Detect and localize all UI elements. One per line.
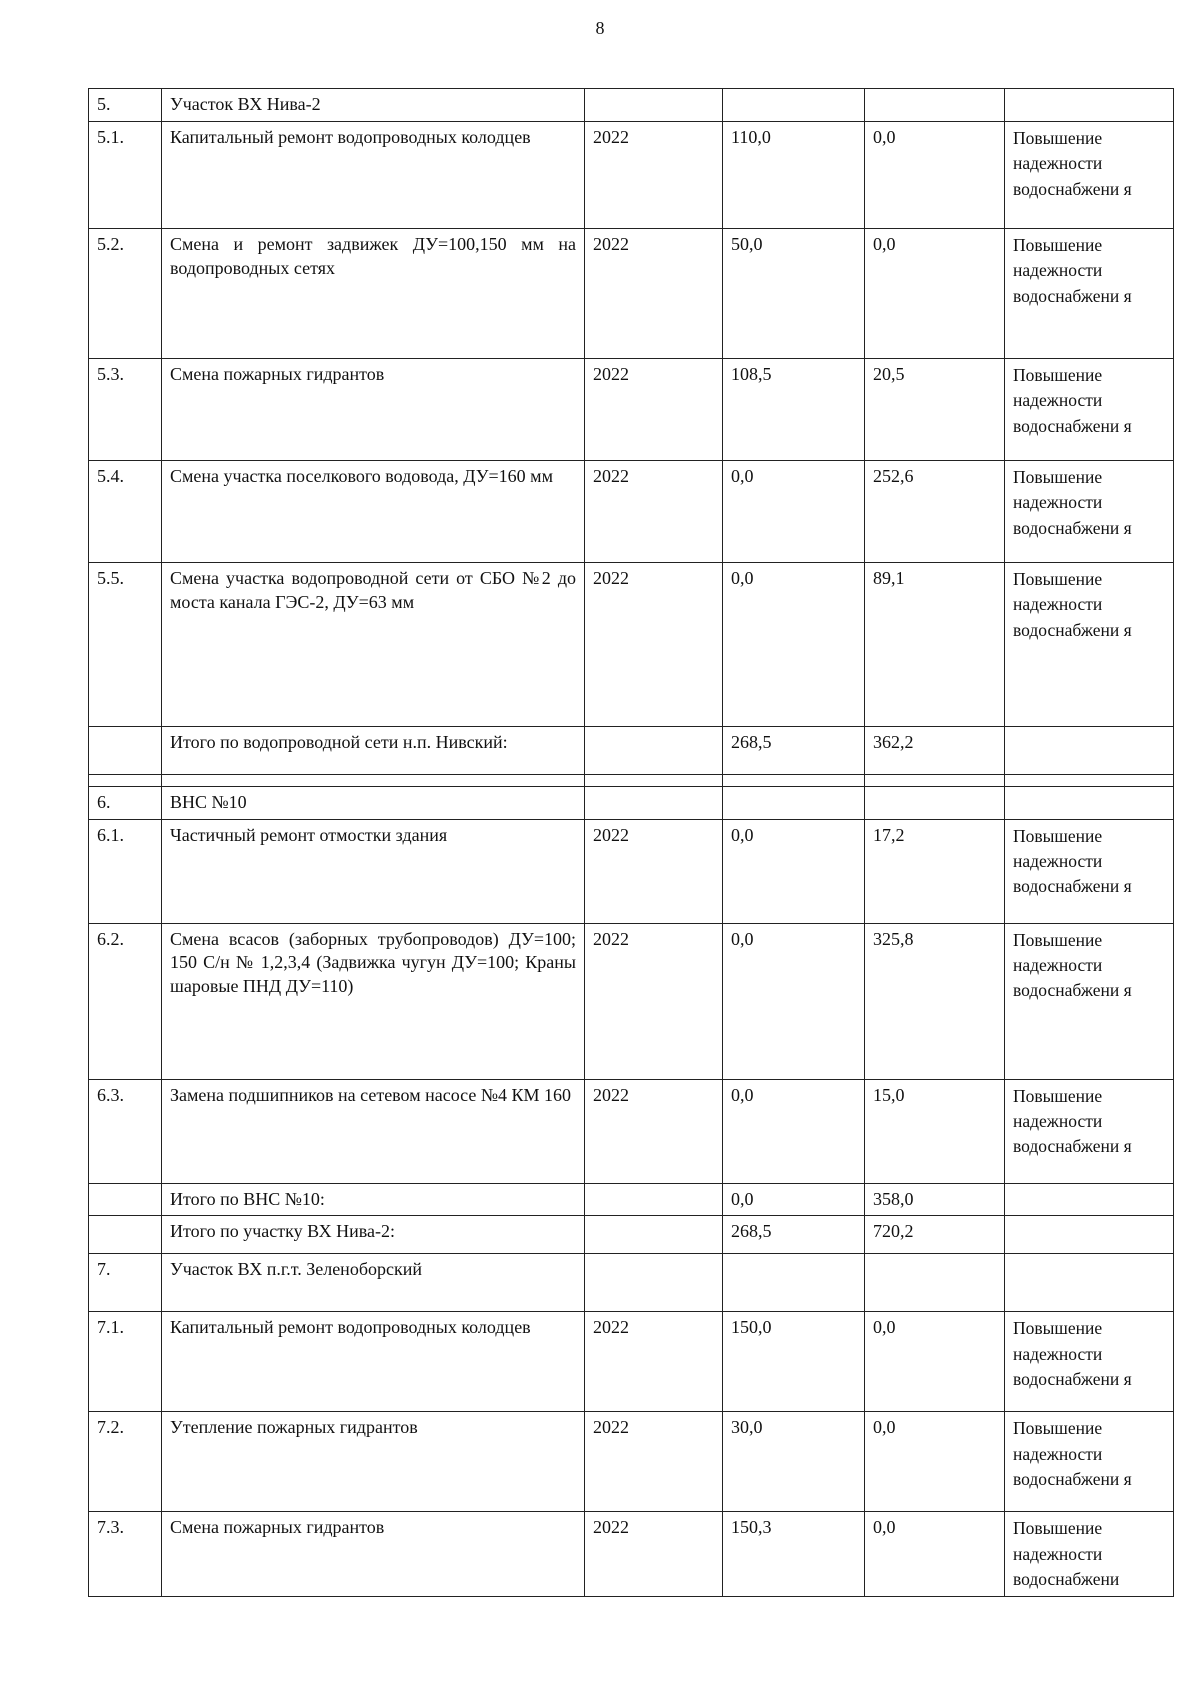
amount-2-cell: 720,2 bbox=[865, 1216, 1005, 1254]
year-cell bbox=[585, 1216, 723, 1254]
amount-1-cell: 150,3 bbox=[723, 1512, 865, 1597]
work-name-cell: ВНС №10 bbox=[162, 786, 585, 819]
work-name-cell: Смена пожарных гидрантов bbox=[162, 358, 585, 460]
row-number-cell: 5.2. bbox=[89, 228, 162, 358]
note-cell: Повышение надежности водоснабжени я bbox=[1005, 358, 1174, 460]
note-cell: Повышение надежности водоснабжени bbox=[1005, 1512, 1174, 1597]
year-cell: 2022 bbox=[585, 460, 723, 562]
year-cell: 2022 bbox=[585, 1079, 723, 1183]
table-row bbox=[89, 1254, 1174, 1312]
row-number-cell: 6.2. bbox=[89, 923, 162, 1079]
table-row bbox=[89, 562, 1174, 726]
amount-1-cell: 0,0 bbox=[723, 923, 865, 1079]
note-cell: Повышение надежности водоснабжени я bbox=[1005, 562, 1174, 726]
work-name-cell: Смена участка поселкового водовода, ДУ=160 мм bbox=[162, 460, 585, 562]
year-cell: 2022 bbox=[585, 228, 723, 358]
row-number-cell: 5. bbox=[89, 89, 162, 122]
row-number-cell: 6.3. bbox=[89, 1079, 162, 1183]
table-row bbox=[89, 786, 1174, 819]
work-name-cell: Итого по участку ВХ Нива-2: bbox=[162, 1216, 585, 1254]
note-cell bbox=[1005, 774, 1174, 786]
row-number-cell: 7.2. bbox=[89, 1412, 162, 1512]
note-cell bbox=[1005, 89, 1174, 122]
year-cell bbox=[585, 726, 723, 774]
work-name-cell: Замена подшипников на сетевом насосе №4 КМ 160 bbox=[162, 1079, 585, 1183]
row-number-cell: 5.1. bbox=[89, 121, 162, 228]
table-row bbox=[89, 121, 1174, 228]
year-cell bbox=[585, 786, 723, 819]
row-number-cell: 6.1. bbox=[89, 819, 162, 923]
amount-2-cell: 358,0 bbox=[865, 1183, 1005, 1216]
work-name-cell: Итого по водопроводной сети н.п. Нивский: bbox=[162, 726, 585, 774]
amount-1-cell bbox=[723, 786, 865, 819]
amount-1-cell: 50,0 bbox=[723, 228, 865, 358]
amount-1-cell: 0,0 bbox=[723, 1079, 865, 1183]
amount-1-cell: 0,0 bbox=[723, 1183, 865, 1216]
table-row bbox=[89, 923, 1174, 1079]
amount-1-cell: 0,0 bbox=[723, 819, 865, 923]
year-cell: 2022 bbox=[585, 121, 723, 228]
year-cell bbox=[585, 1183, 723, 1216]
table-row bbox=[89, 1183, 1174, 1216]
amount-2-cell: 0,0 bbox=[865, 1512, 1005, 1597]
amount-2-cell bbox=[865, 89, 1005, 122]
row-number-cell: 7.3. bbox=[89, 1512, 162, 1597]
year-cell: 2022 bbox=[585, 562, 723, 726]
year-cell bbox=[585, 1254, 723, 1312]
amount-1-cell bbox=[723, 1254, 865, 1312]
note-cell bbox=[1005, 1254, 1174, 1312]
amount-1-cell: 108,5 bbox=[723, 358, 865, 460]
row-number-cell: 5.4. bbox=[89, 460, 162, 562]
year-cell: 2022 bbox=[585, 923, 723, 1079]
row-number-cell: 5.5. bbox=[89, 562, 162, 726]
work-name-cell: Смена участка водопроводной сети от СБО №2 до моста канала ГЭС-2, ДУ=63 мм bbox=[162, 562, 585, 726]
year-cell bbox=[585, 774, 723, 786]
row-number-cell: 7.1. bbox=[89, 1312, 162, 1412]
row-number-cell: 6. bbox=[89, 786, 162, 819]
amount-2-cell: 17,2 bbox=[865, 819, 1005, 923]
table-row bbox=[89, 1216, 1174, 1254]
year-cell bbox=[585, 89, 723, 122]
row-number-cell bbox=[89, 774, 162, 786]
amount-1-cell bbox=[723, 89, 865, 122]
table-row bbox=[89, 1312, 1174, 1412]
note-cell bbox=[1005, 726, 1174, 774]
table-row bbox=[89, 358, 1174, 460]
work-name-cell: Смена и ремонт задвижек ДУ=100,150 мм на водопроводных сетях bbox=[162, 228, 585, 358]
note-cell: Повышение надежности водоснабжени я bbox=[1005, 819, 1174, 923]
amount-1-cell bbox=[723, 774, 865, 786]
table-row bbox=[89, 89, 1174, 122]
year-cell: 2022 bbox=[585, 358, 723, 460]
row-number-cell bbox=[89, 1183, 162, 1216]
amount-2-cell: 0,0 bbox=[865, 121, 1005, 228]
note-cell bbox=[1005, 1183, 1174, 1216]
note-cell: Повышение надежности водоснабжени я bbox=[1005, 1312, 1174, 1412]
program-table bbox=[88, 88, 1174, 1597]
amount-2-cell bbox=[865, 1254, 1005, 1312]
work-name-cell: Утепление пожарных гидрантов bbox=[162, 1412, 585, 1512]
note-cell bbox=[1005, 786, 1174, 819]
amount-1-cell: 110,0 bbox=[723, 121, 865, 228]
amount-2-cell: 362,2 bbox=[865, 726, 1005, 774]
amount-2-cell: 325,8 bbox=[865, 923, 1005, 1079]
table-row bbox=[89, 1512, 1174, 1597]
amount-2-cell: 15,0 bbox=[865, 1079, 1005, 1183]
row-number-cell: 5.3. bbox=[89, 358, 162, 460]
page-number: 8 bbox=[595, 18, 605, 38]
amount-1-cell: 268,5 bbox=[723, 726, 865, 774]
amount-1-cell: 30,0 bbox=[723, 1412, 865, 1512]
amount-2-cell bbox=[865, 774, 1005, 786]
row-number-cell: 7. bbox=[89, 1254, 162, 1312]
amount-2-cell: 0,0 bbox=[865, 1412, 1005, 1512]
amount-2-cell: 20,5 bbox=[865, 358, 1005, 460]
amount-1-cell: 0,0 bbox=[723, 562, 865, 726]
work-name-cell: Итого по ВНС №10: bbox=[162, 1183, 585, 1216]
work-name-cell: Капитальный ремонт водопроводных колодцев bbox=[162, 1312, 585, 1412]
work-name-cell: Участок ВХ п.г.т. Зеленоборский bbox=[162, 1254, 585, 1312]
table-row bbox=[89, 726, 1174, 774]
row-number-cell bbox=[89, 1216, 162, 1254]
work-name-cell: Смена пожарных гидрантов bbox=[162, 1512, 585, 1597]
amount-2-cell bbox=[865, 786, 1005, 819]
row-number-cell bbox=[89, 726, 162, 774]
work-name-cell: Капитальный ремонт водопроводных колодцев bbox=[162, 121, 585, 228]
note-cell: Повышение надежности водоснабжени я bbox=[1005, 1079, 1174, 1183]
amount-2-cell: 0,0 bbox=[865, 228, 1005, 358]
amount-2-cell: 0,0 bbox=[865, 1312, 1005, 1412]
table-row bbox=[89, 1412, 1174, 1512]
note-cell: Повышение надежности водоснабжени я bbox=[1005, 923, 1174, 1079]
amount-1-cell: 0,0 bbox=[723, 460, 865, 562]
note-cell: Повышение надежности водоснабжени я bbox=[1005, 121, 1174, 228]
year-cell: 2022 bbox=[585, 1312, 723, 1412]
work-name-cell bbox=[162, 774, 585, 786]
year-cell: 2022 bbox=[585, 819, 723, 923]
work-name-cell: Смена всасов (заборных трубопроводов) ДУ=100; 150 С/н № 1,2,3,4 (Задвижка чугун ДУ=100; Краны шаровые ПНД ДУ=110) bbox=[162, 923, 585, 1079]
table-row bbox=[89, 460, 1174, 562]
amount-1-cell: 150,0 bbox=[723, 1312, 865, 1412]
table-row bbox=[89, 228, 1174, 358]
year-cell: 2022 bbox=[585, 1512, 723, 1597]
note-cell: Повышение надежности водоснабжени я bbox=[1005, 460, 1174, 562]
table-row bbox=[89, 819, 1174, 923]
table-row bbox=[89, 1079, 1174, 1183]
year-cell: 2022 bbox=[585, 1412, 723, 1512]
table-row bbox=[89, 774, 1174, 786]
work-name-cell: Участок ВХ Нива-2 bbox=[162, 89, 585, 122]
note-cell bbox=[1005, 1216, 1174, 1254]
note-cell: Повышение надежности водоснабжени я bbox=[1005, 228, 1174, 358]
amount-1-cell: 268,5 bbox=[723, 1216, 865, 1254]
work-name-cell: Частичный ремонт отмостки здания bbox=[162, 819, 585, 923]
amount-2-cell: 89,1 bbox=[865, 562, 1005, 726]
table-body bbox=[89, 89, 1174, 1597]
amount-2-cell: 252,6 bbox=[865, 460, 1005, 562]
note-cell: Повышение надежности водоснабжени я bbox=[1005, 1412, 1174, 1512]
